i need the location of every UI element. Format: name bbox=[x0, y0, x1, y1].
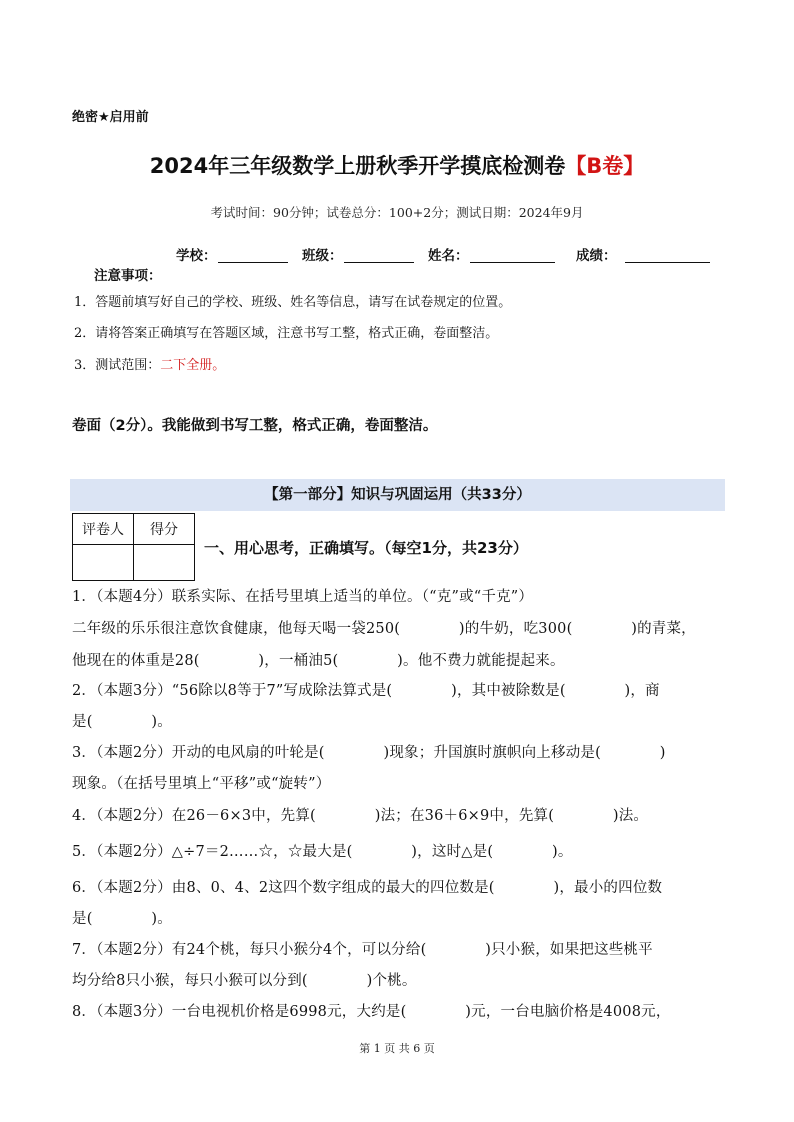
question-4: 4．（本题2分）在26－6×3中，先算( )法；在36＋6×9中，先算( )法。 bbox=[72, 808, 649, 824]
school-field[interactable] bbox=[218, 262, 288, 263]
score-cell[interactable] bbox=[134, 545, 195, 581]
part-banner: 【第一部分】知识与巩固运用（共33分） bbox=[70, 479, 725, 511]
page-footer: 第 1 页 共 6 页 bbox=[359, 1042, 435, 1055]
question-1-line-1: 1．（本题4分）联系实际、在括号里填上适当的单位。（“克”或“千克”） bbox=[72, 589, 534, 605]
grader-cell[interactable] bbox=[73, 545, 134, 581]
notice-item-1: 1．答题前填写好自己的学校、班级、姓名等信息，请写在试卷规定的位置。 bbox=[74, 295, 512, 310]
neatness-statement: 卷面（2分）。我能做到书写工整，格式正确，卷面整洁。 bbox=[72, 418, 438, 434]
exam-title bbox=[0, 150, 794, 180]
exam-title-tag: 【B卷】 bbox=[565, 154, 645, 178]
notice-item-2: 2．请将答案正确填写在答题区域，注意书写工整，格式正确，卷面整洁。 bbox=[74, 326, 499, 341]
confidential-label: 绝密★启用前 bbox=[72, 110, 149, 125]
name-field[interactable] bbox=[470, 262, 555, 263]
question-1-line-2: 二年级的乐乐很注意饮食健康，他每天喝一袋250( )的牛奶，吃300( )的青菜， bbox=[72, 621, 696, 637]
score-table bbox=[72, 513, 195, 581]
notice-item-3-prefix: 3．测试范围： bbox=[74, 358, 161, 373]
class-field[interactable] bbox=[344, 262, 414, 263]
test-range: 二下全册。 bbox=[160, 358, 226, 373]
exam-subtitle: 考试时间：90分钟；试卷总分：100+2分；测试日期：2024年9月 bbox=[210, 205, 584, 220]
question-1-line-3: 他现在的体重是28( )，一桶油5( )。他不费力就能提起来。 bbox=[72, 653, 565, 669]
score-field[interactable] bbox=[625, 262, 710, 263]
question-8-line-1: 8．（本题3分）一台电视机价格是6998元，大约是( )元，一台电脑价格是4008元， bbox=[72, 1004, 671, 1020]
score-label: 成绩： bbox=[576, 248, 617, 264]
question-3-line-1: 3．（本题2分）开动的电风扇的叶轮是( )现象；升国旗时旗帜向上移动是( ) bbox=[72, 745, 666, 761]
exam-title-main: 2024年三年级数学上册秋季开学摸底检测卷 bbox=[149, 154, 566, 178]
notice-item-3 bbox=[74, 354, 225, 373]
notice-title: 注意事项： bbox=[94, 268, 162, 284]
question-3-line-2: 现象。（在括号里填上“平移”或“旋转”） bbox=[72, 776, 331, 792]
question-7-line-2: 均分给8只小猴，每只小猴可以分到( )个桃。 bbox=[72, 973, 417, 989]
score-header: 得分 bbox=[134, 514, 195, 545]
question-5: 5．（本题2分）△÷7＝2……☆，☆最大是( )，这时△是( )。 bbox=[72, 844, 573, 860]
question-6-line-1: 6．（本题2分）由8、0、4、2这四个数字组成的最大的四位数是( )，最小的四位数 bbox=[72, 880, 663, 896]
school-label: 学校： bbox=[176, 248, 217, 264]
question-6-line-2: 是( )。 bbox=[72, 911, 172, 927]
grader-header: 评卷人 bbox=[73, 514, 134, 545]
name-label: 姓名： bbox=[428, 248, 469, 264]
section-title: 一、用心思考，正确填写。（每空1分，共23分） bbox=[204, 539, 528, 557]
question-2-line-1: 2．（本题3分）“56除以8等于7”写成除法算式是( )，其中被除数是( )，商 bbox=[72, 683, 660, 699]
question-7-line-1: 7．（本题2分）有24个桃，每只小猴分4个，可以分给( )只小猴，如果把这些桃平 bbox=[72, 942, 653, 958]
class-label: 班级： bbox=[302, 248, 343, 264]
question-2-line-2: 是( )。 bbox=[72, 714, 172, 730]
